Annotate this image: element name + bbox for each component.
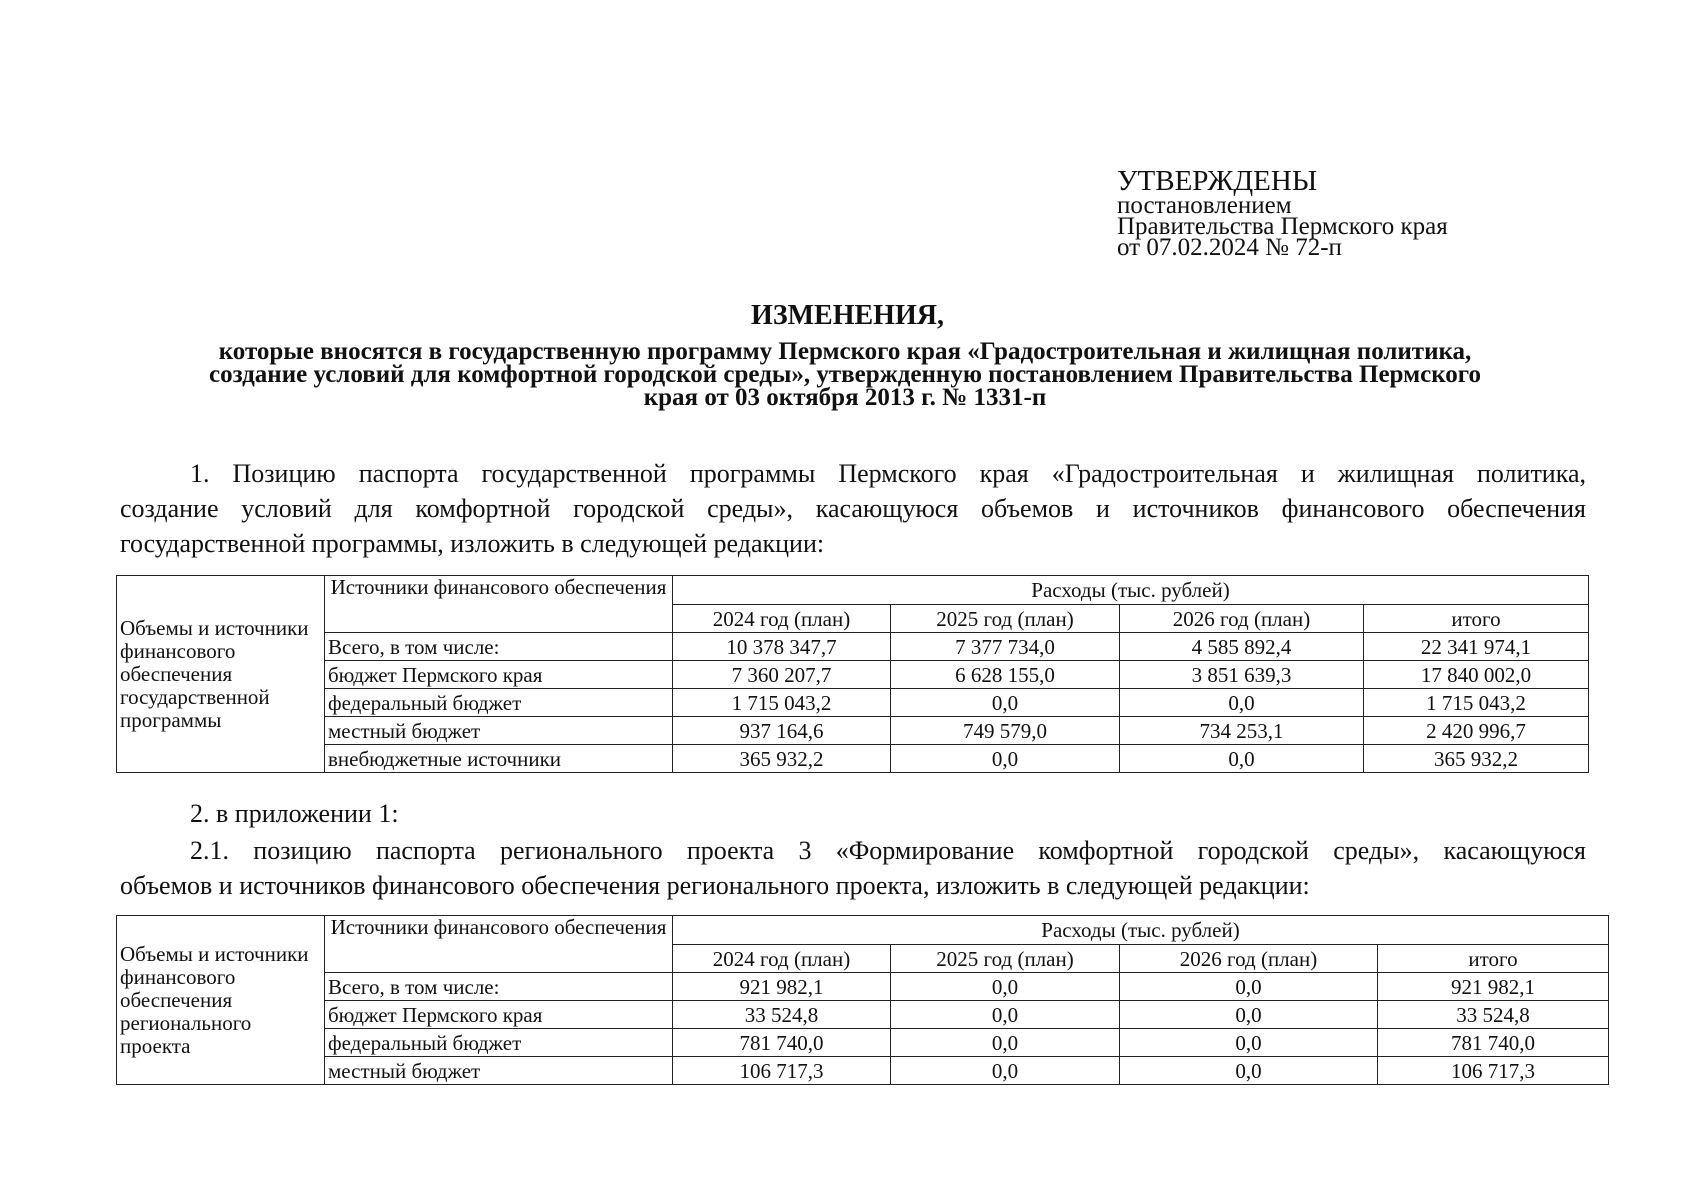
- table2-row-source: федеральный бюджет: [325, 1029, 673, 1057]
- item-2-1-line-1: 2.1. позицию паспорта регионального проекта 3 «Формирование комфортной городской среды», касающуюся: [190, 836, 1586, 865]
- table1-cell: 4 585 892,4: [1120, 633, 1364, 661]
- table1-cell: 17 840 002,0: [1364, 661, 1589, 689]
- table1-cell: 1 715 043,2: [673, 689, 891, 717]
- table1-col-2025: 2025 год (план): [891, 605, 1120, 633]
- item-1-paragraph: [120, 456, 1586, 561]
- table2-cell: 0,0: [1120, 1001, 1378, 1029]
- table1-cell: 2 420 996,7: [1364, 717, 1589, 745]
- table1-cell: 7 360 207,7: [673, 661, 891, 689]
- table2-cell: 0,0: [891, 973, 1120, 1001]
- table2-cell: 0,0: [891, 1057, 1120, 1085]
- financing-table-regional-project: [116, 915, 1609, 1085]
- table-row: [117, 633, 1589, 661]
- table-row: [117, 717, 1589, 745]
- table1-col-total: итого: [1364, 605, 1589, 633]
- table-row: [117, 1029, 1609, 1057]
- approval-line-2: Правительства Пермского края: [1117, 213, 1448, 240]
- table1-sources-header: Источники финансового обеспечения: [325, 576, 673, 633]
- table2-col-2025: 2025 год (план): [891, 945, 1120, 973]
- table2-cell: 0,0: [1120, 973, 1378, 1001]
- table1-row-source: Всего, в том числе:: [325, 633, 673, 661]
- table1-cell: 365 932,2: [673, 745, 891, 773]
- item-2-1-paragraph: [120, 833, 1586, 903]
- table1-cell: 937 164,6: [673, 717, 891, 745]
- subtitle-line-2: создание условий для комфортной городской среды», утвержденную постановлением Правительства Пермского: [208, 361, 1482, 388]
- table2-cell: 106 717,3: [1378, 1057, 1609, 1085]
- table2-cell: 0,0: [1120, 1029, 1378, 1057]
- table2-cell: 921 982,1: [1378, 973, 1609, 1001]
- item-1-line-2: создание условий для комфортной городской среды», касающуюся объемов и источников финансового обеспечения: [120, 494, 1586, 523]
- table1-cell: 7 377 734,0: [891, 633, 1120, 661]
- table1-cell: 0,0: [1120, 689, 1364, 717]
- approval-line-3: от 07.02.2024 № 72-п: [1117, 234, 1342, 261]
- table2-row-source: Всего, в том числе:: [325, 973, 673, 1001]
- table-row: [117, 1001, 1609, 1029]
- table2-col-2024: 2024 год (план): [673, 945, 891, 973]
- table2-cell: 0,0: [1120, 1057, 1378, 1085]
- table2-col-2026: 2026 год (план): [1120, 945, 1378, 973]
- subtitle-line-1: которые вносятся в государственную программу Пермского края «Градостроительная и жилищная политика,: [218, 338, 1472, 365]
- table1-cell: 6 628 155,0: [891, 661, 1120, 689]
- table2-col-total: итого: [1378, 945, 1609, 973]
- table-row: [117, 689, 1589, 717]
- table-row: [117, 745, 1589, 773]
- subtitle-line-3: края от 03 октября 2013 г. № 1331-п: [643, 384, 1047, 411]
- table1-row-source: федеральный бюджет: [325, 689, 673, 717]
- approval-line-1: постановлением: [1117, 192, 1292, 219]
- table1-cell: 749 579,0: [891, 717, 1120, 745]
- table1-label: Объемы и источники финансового обеспечения государственной программы: [117, 576, 325, 773]
- table1-cell: 734 253,1: [1120, 717, 1364, 745]
- table2-cell: 0,0: [891, 1001, 1120, 1029]
- approval-stamp: [1117, 165, 1448, 261]
- table2-expenses-header: Расходы (тыс. рублей): [673, 916, 1609, 945]
- table1-cell: 0,0: [891, 689, 1120, 717]
- table2-label: Объемы и источники финансового обеспечения регионального проекта: [117, 916, 325, 1085]
- table2-cell: 781 740,0: [1378, 1029, 1609, 1057]
- item-2-1-line-2: объемов и источников финансового обеспечения регионального проекта, изложить в следующей редакции:: [120, 871, 1310, 900]
- table2-cell: 106 717,3: [673, 1057, 891, 1085]
- table2-sources-header: Источники финансового обеспечения: [325, 916, 673, 973]
- table1-cell: 0,0: [1120, 745, 1364, 773]
- table1-cell: 0,0: [891, 745, 1120, 773]
- table1-cell: 3 851 639,3: [1120, 661, 1364, 689]
- table1-row-source: внебюджетные источники: [325, 745, 673, 773]
- table2-cell: 33 524,8: [1378, 1001, 1609, 1029]
- table1-cell: 22 341 974,1: [1364, 633, 1589, 661]
- table1-cell: 365 932,2: [1364, 745, 1589, 773]
- item-2-line: 2. в приложении 1:: [190, 799, 399, 828]
- document-title: ИЗМЕНЕНИЯ,: [751, 300, 944, 331]
- approval-heading: УТВЕРЖДЕНЫ: [1117, 165, 1318, 197]
- table-row: [117, 973, 1609, 1001]
- table-row: [117, 1057, 1609, 1085]
- table2-row-source: местный бюджет: [325, 1057, 673, 1085]
- table2-cell: 0,0: [891, 1029, 1120, 1057]
- item-2-paragraph: [120, 796, 1586, 831]
- table2-row-source: бюджет Пермского края: [325, 1001, 673, 1029]
- table2-cell: 781 740,0: [673, 1029, 891, 1057]
- document-subtitle: [120, 340, 1570, 409]
- table1-col-2026: 2026 год (план): [1120, 605, 1364, 633]
- table1-row-source: местный бюджет: [325, 717, 673, 745]
- table1-cell: 10 378 347,7: [673, 633, 891, 661]
- table1-expenses-header: Расходы (тыс. рублей): [673, 576, 1589, 605]
- table1-cell: 1 715 043,2: [1364, 689, 1589, 717]
- table1-col-2024: 2024 год (план): [673, 605, 891, 633]
- financing-table-program: [116, 575, 1589, 773]
- table2-cell: 33 524,8: [673, 1001, 891, 1029]
- table-row: [117, 661, 1589, 689]
- item-1-line-3: государственной программы, изложить в следующей редакции:: [120, 529, 825, 558]
- table1-row-source: бюджет Пермского края: [325, 661, 673, 689]
- table2-cell: 921 982,1: [673, 973, 891, 1001]
- item-1-line-1: 1. Позицию паспорта государственной программы Пермского края «Градостроительная и жилищная политика,: [190, 459, 1586, 488]
